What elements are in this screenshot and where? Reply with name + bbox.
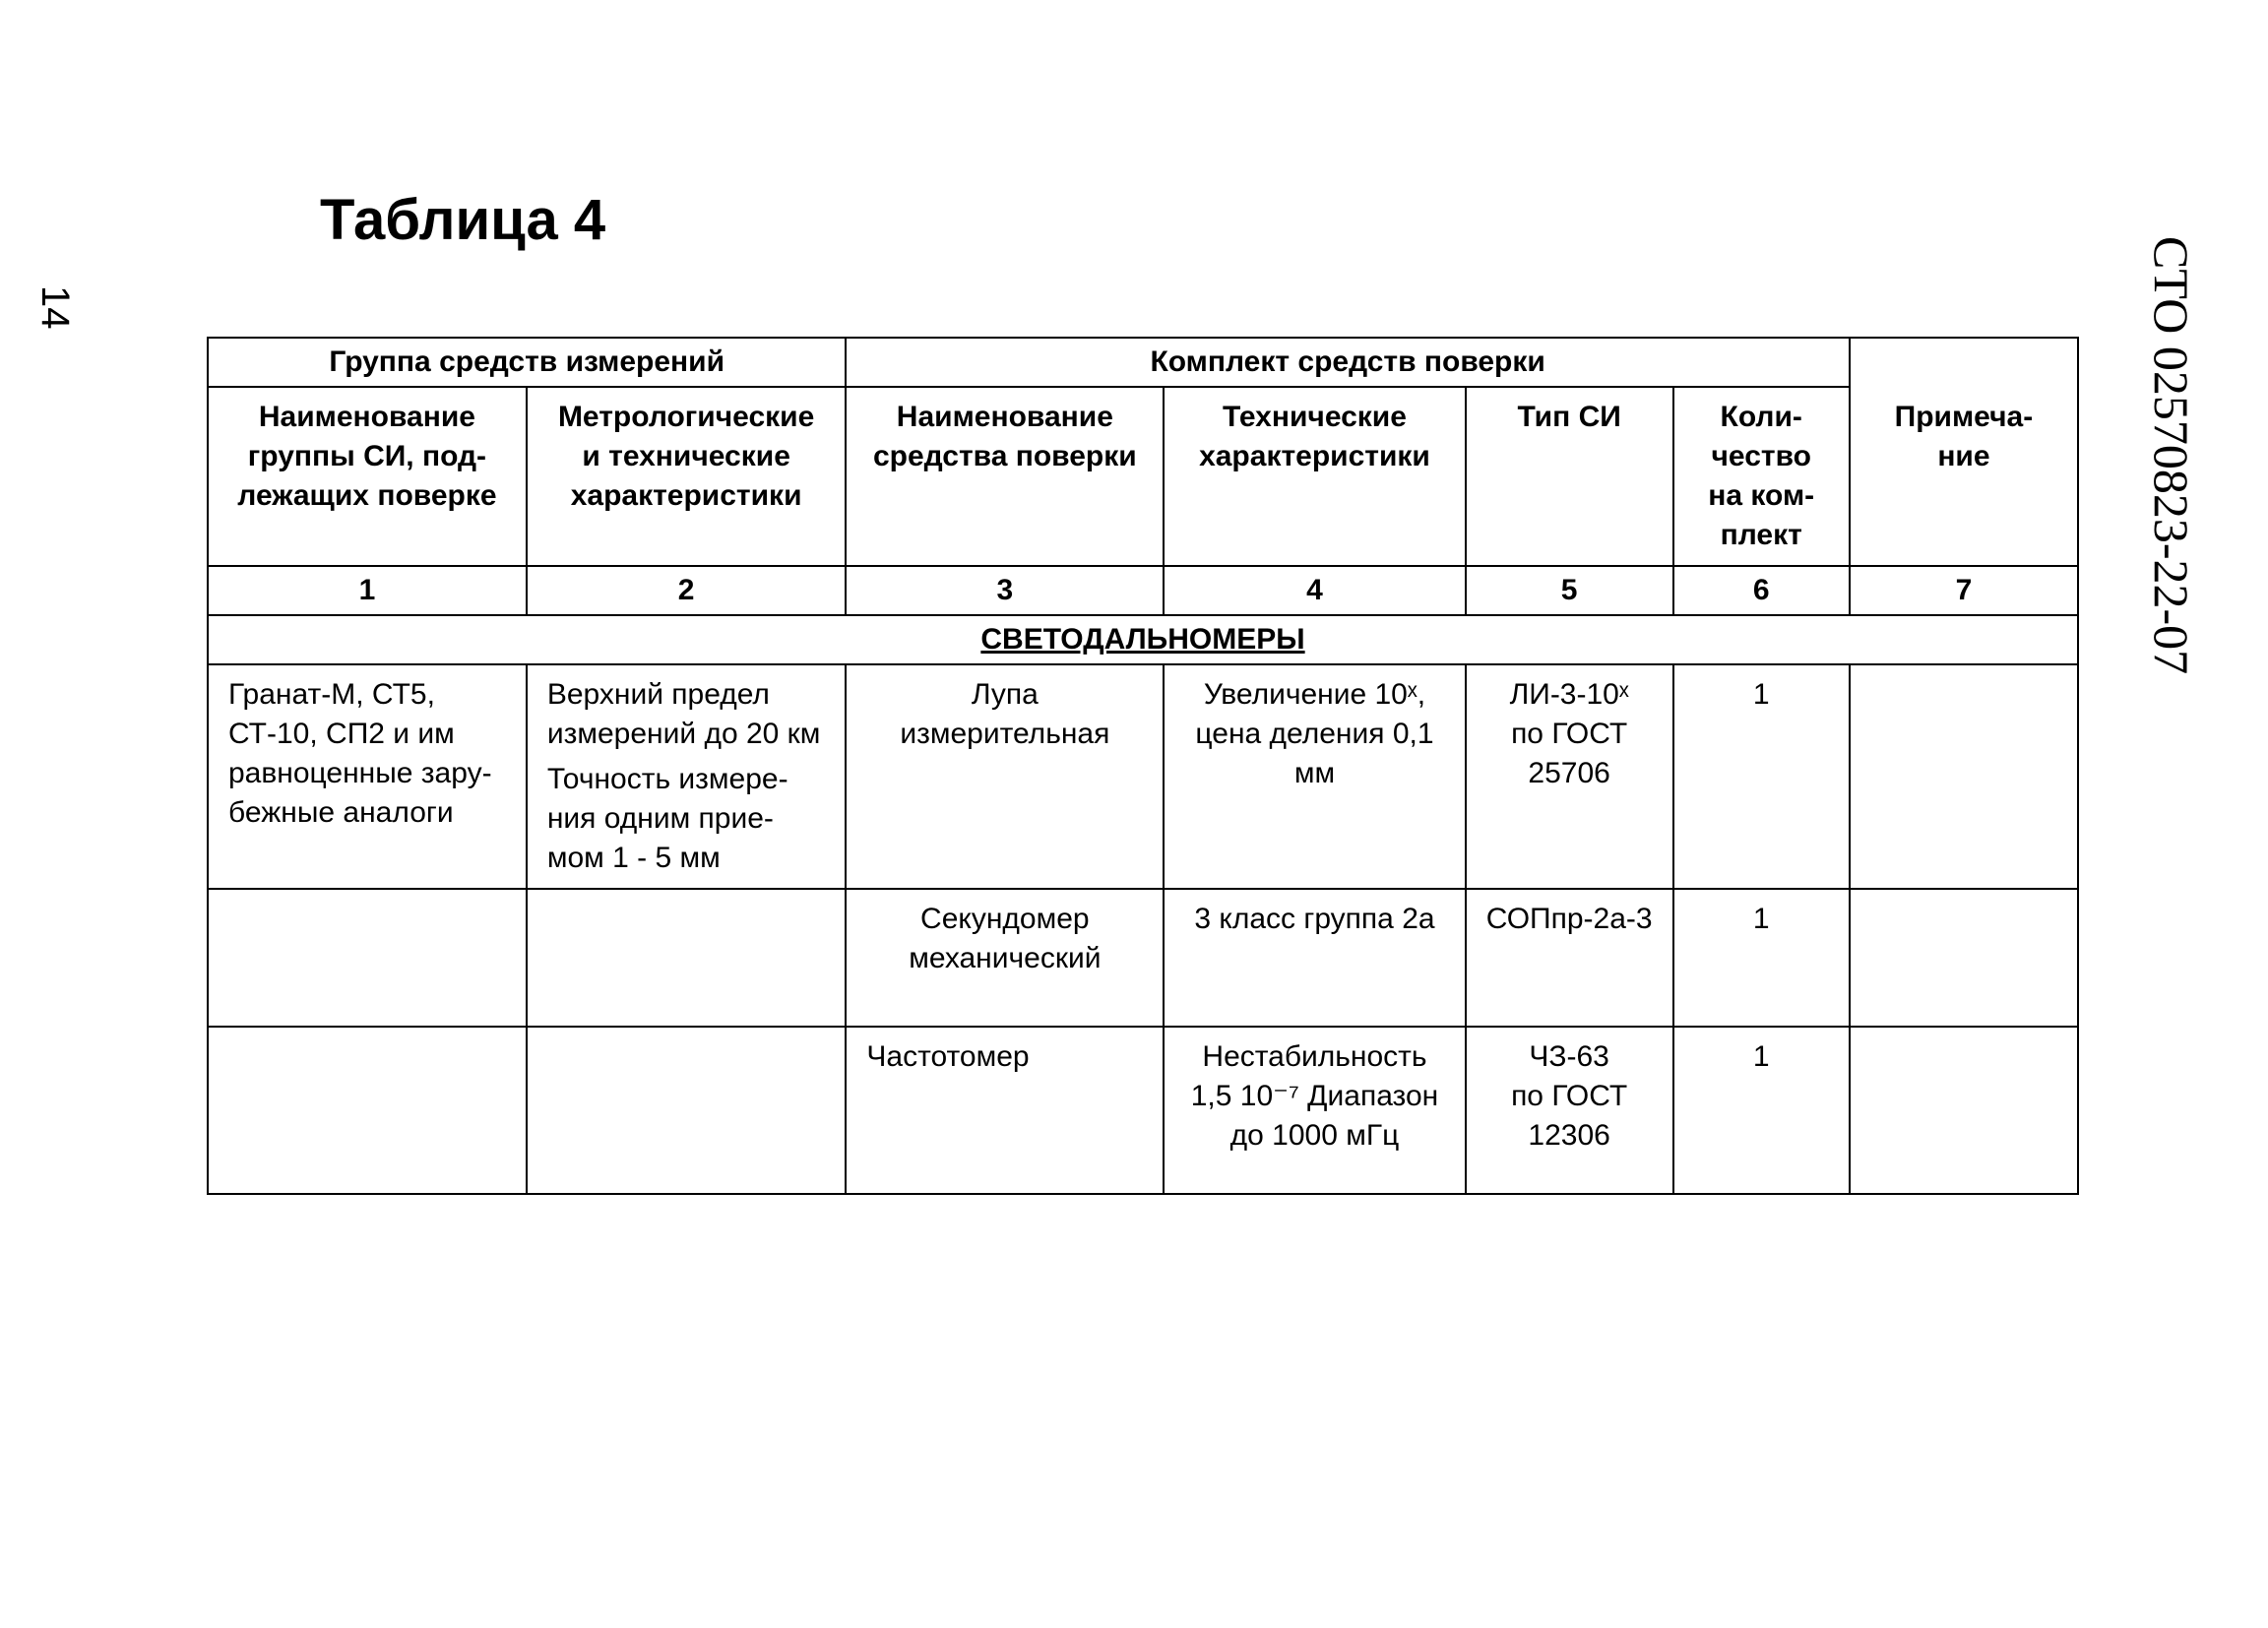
column-header-note: Примеча-ние <box>1850 338 2078 566</box>
cell-metrology <box>527 889 847 1027</box>
page-number: 14 <box>33 285 77 330</box>
cell-group <box>208 1027 527 1194</box>
type-line: по ГОСТ 12306 <box>1511 1080 1628 1152</box>
group-header-row <box>208 338 2078 387</box>
cell-qty: 1 <box>1673 1027 1850 1194</box>
column-number: 1 <box>208 566 527 615</box>
column-number: 3 <box>846 566 1164 615</box>
cell-metrology <box>527 1027 847 1194</box>
cell-spec: Увеличение 10ˣ, цена деления 0,1 мм <box>1164 664 1465 889</box>
column-header-spec: Технические характеристики <box>1164 387 1465 566</box>
column-header-metrology: Метрологические и технические характеристики <box>527 387 847 566</box>
metrology-line: Верхний предел измерений до 20 км <box>546 678 821 750</box>
cell-tool: Секундомер механический <box>846 889 1164 1027</box>
verification-table <box>207 337 2079 1195</box>
table-row <box>208 1027 2078 1194</box>
table-row <box>208 664 2078 889</box>
cell-type <box>1466 889 1673 1027</box>
cell-note <box>1850 889 2078 1027</box>
column-header-group: Наименование группы СИ, под-лежащих поверке <box>208 387 527 566</box>
cell-tool: Частотомер <box>846 1027 1164 1194</box>
type-line: ЧЗ-63 <box>1529 1040 1609 1073</box>
column-header-type: Тип СИ <box>1466 387 1673 566</box>
column-number: 6 <box>1673 566 1850 615</box>
column-header-qty: Коли-чество на ком-плект <box>1673 387 1850 566</box>
cell-tool: Лупа измерительная <box>846 664 1164 889</box>
cell-spec: 3 класс группа 2а <box>1164 889 1465 1027</box>
column-header-row <box>208 387 2078 566</box>
cell-metrology <box>527 664 847 889</box>
cell-qty: 1 <box>1673 664 1850 889</box>
cell-note <box>1850 1027 2078 1194</box>
document-code: СТО 02570823-22-07 <box>2144 236 2199 675</box>
column-number: 7 <box>1850 566 2078 615</box>
column-number-row <box>208 566 2078 615</box>
type-line: СОПпр-2а-3 <box>1485 903 1653 935</box>
column-number: 2 <box>527 566 847 615</box>
table-row <box>208 889 2078 1027</box>
cell-spec: Нестабильность 1,5 10⁻⁷ Диапазон до 1000 мГц <box>1164 1027 1465 1194</box>
type-line: ЛИ-3-10ˣ <box>1509 678 1629 711</box>
cell-group <box>208 889 527 1027</box>
group-header-measurement: Группа средств измерений <box>208 338 846 387</box>
group-header-verification: Комплект средств поверки <box>846 338 1849 387</box>
column-header-tool: Наименование средства поверки <box>846 387 1164 566</box>
table-title: Таблица 4 <box>320 188 606 252</box>
column-number: 4 <box>1164 566 1465 615</box>
type-line: по ГОСТ 25706 <box>1511 718 1628 789</box>
metrology-line: Точность измере-ния одним прие-мом 1 - 5 мм <box>546 763 788 874</box>
cell-note <box>1850 664 2078 889</box>
cell-group: Гранат-М, СТ5, СТ-10, СП2 и им равноценные зару-бежные аналоги <box>208 664 527 889</box>
cell-type <box>1466 1027 1673 1194</box>
section-title: СВЕТОДАЛЬНОМЕРЫ <box>208 615 2078 664</box>
section-row <box>208 615 2078 664</box>
cell-type <box>1466 664 1673 889</box>
column-number: 5 <box>1466 566 1673 615</box>
cell-qty: 1 <box>1673 889 1850 1027</box>
